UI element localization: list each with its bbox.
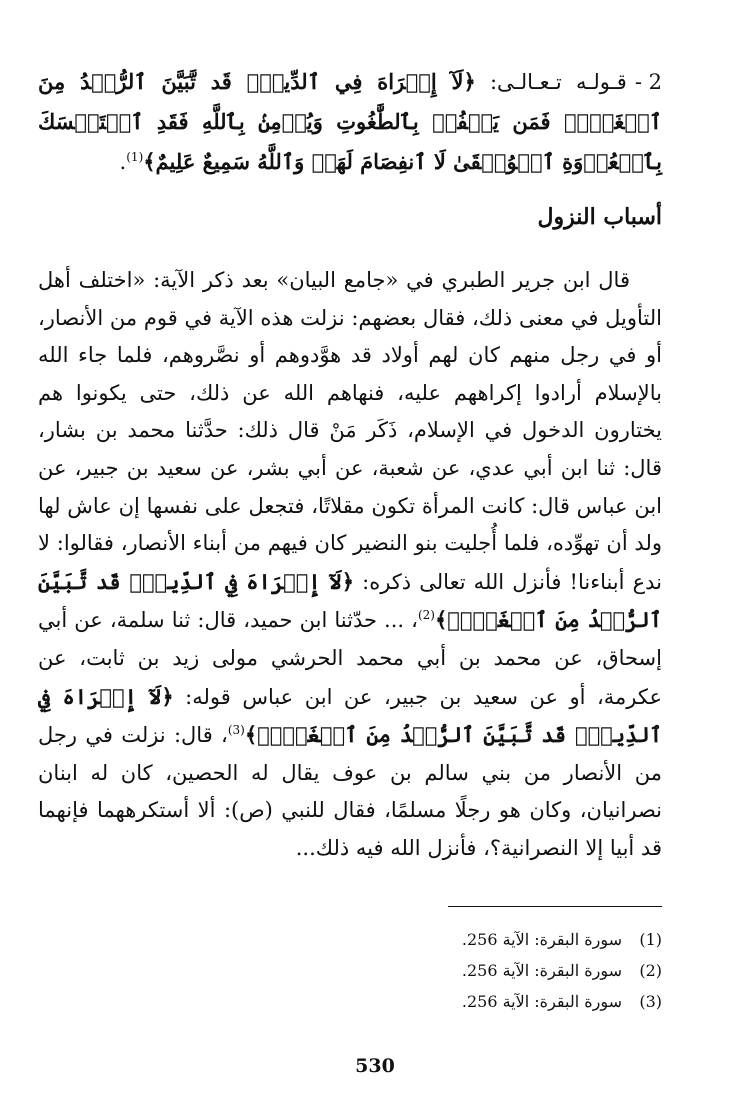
quran-quote-1: ﴿لَآ إِكۡرَاهَ فِي ٱلدِّينِۖ قَد تَّبَيَّنَ ٱلرُّشۡدُ مِنَ ٱلۡغَيِّۚ﴾ bbox=[38, 568, 662, 633]
verse-paragraph bbox=[38, 62, 662, 182]
page-number: 530 bbox=[355, 1055, 395, 1077]
body-text-part-2: ، ... حدّثنا ابن حميد، قال: ثنا سلمة، عن أبي إسحاق، عن محمد بن أبي محمد الحرشي مولى زيد بن ثابت، عن عكرمة، أو عن سعيد بن جبير، عن ابن عباس قوله: bbox=[38, 608, 662, 709]
quran-verse: ﴿لَآ إِكۡرَاهَ فِي ٱلدِّينِۖ قَد تَّبَيَّنَ ٱلرُّشۡدُ مِنَ ٱلۡغَيِّۚ فَمَن يَكۡفُرۡ بِٱلطَّٰغُوتِ وَيُؤۡمِنۢ بِٱللَّهِ فَقَدِ ٱسۡتَمۡسَكَ بِٱلۡعُرۡوَةِ ٱلۡوُثۡقَىٰ لَا ٱنفِصَامَ لَهَاۗ وَٱللَّهُ سَمِيعٌ عَلِيمٌ﴾ bbox=[38, 69, 662, 174]
footnote-ref-2[interactable]: (2) bbox=[417, 608, 435, 623]
verse-end: . bbox=[119, 150, 127, 174]
footnote-mark: (1) bbox=[639, 930, 662, 949]
body-text-part-3: ، قال: نزلت في رجل من الأنصار من بني سالم بن عوف يقال له الحصين، كان له ابنان نصرانيان، وكان هو رجلًا مسلمًا، فقال للنبي (ص): ألا أستكرههما فإنهما قد أبيا إلا النصرانية؟، فأنزل الله فيه ذلك... bbox=[38, 723, 662, 860]
footnote-mark: (3) bbox=[639, 992, 662, 1011]
footnotes-list bbox=[362, 924, 662, 1017]
footnote-text: سورة البقرة: الآية 256. bbox=[461, 992, 622, 1011]
page-content bbox=[38, 62, 663, 860]
footnote-text: سورة البقرة: الآية 256. bbox=[461, 930, 622, 949]
footnote-ref-3[interactable]: (3) bbox=[227, 723, 245, 738]
body-paragraph bbox=[38, 262, 662, 868]
section-heading: أسباب النزول bbox=[537, 204, 662, 230]
footnote-ref-1[interactable]: (1) bbox=[126, 150, 144, 164]
footnote-text: سورة البقرة: الآية 256. bbox=[461, 961, 622, 980]
verse-intro: قـولـه تـعـالـى: bbox=[475, 70, 627, 94]
footnote-divider bbox=[448, 906, 662, 907]
verse-number: 2 - bbox=[634, 70, 662, 94]
body-text-part-1: قال ابن جرير الطبري في «جامع البيان» بعد ذكر الآية: «اختلف أهل التأويل في معنى ذلك، فقال بعضهم: نزلت هذه الآية في قوم من الأنصار، أو في رجل منهم كان لهم أولاد قد هوَّدوهم أو نصَّروهم، فلما جاء الله بالإسلام أرادوا إكراههم عليه، فنهاهم الله عن ذلك، حتى يكونوا هم يختارون الدخول في الإسلام، ذَكَر مَنْ قال ذلك: حدَّثنا محمد بن بشار، قال: ثنا ابن أبي عدي، عن شعبة، عن أبي بشر، عن سعيد بن جبير، عن ابن عباس قال: كانت المرأة تكون مقلاتًا، فتجعل على نفسها إن عاش لها ولد أن تهوِّده، فلما أُجليت بنو النضير كان فيهم من أبناء الأنصار، فقالوا: لا ندع أبناءنا! فأنزل الله تعالى ذكره: bbox=[38, 268, 663, 594]
footnote-mark: (2) bbox=[639, 961, 662, 980]
footnote-item bbox=[362, 986, 662, 1017]
footnote-item bbox=[362, 955, 662, 986]
footnote-item bbox=[362, 924, 662, 955]
quran-quote-2: ﴿لَآ إِكۡرَاهَ فِي ٱلدِّينِۖ قَد تَّبَيَّنَ ٱلرُّشۡدُ مِنَ ٱلۡغَيِّۚ﴾ bbox=[38, 683, 662, 748]
